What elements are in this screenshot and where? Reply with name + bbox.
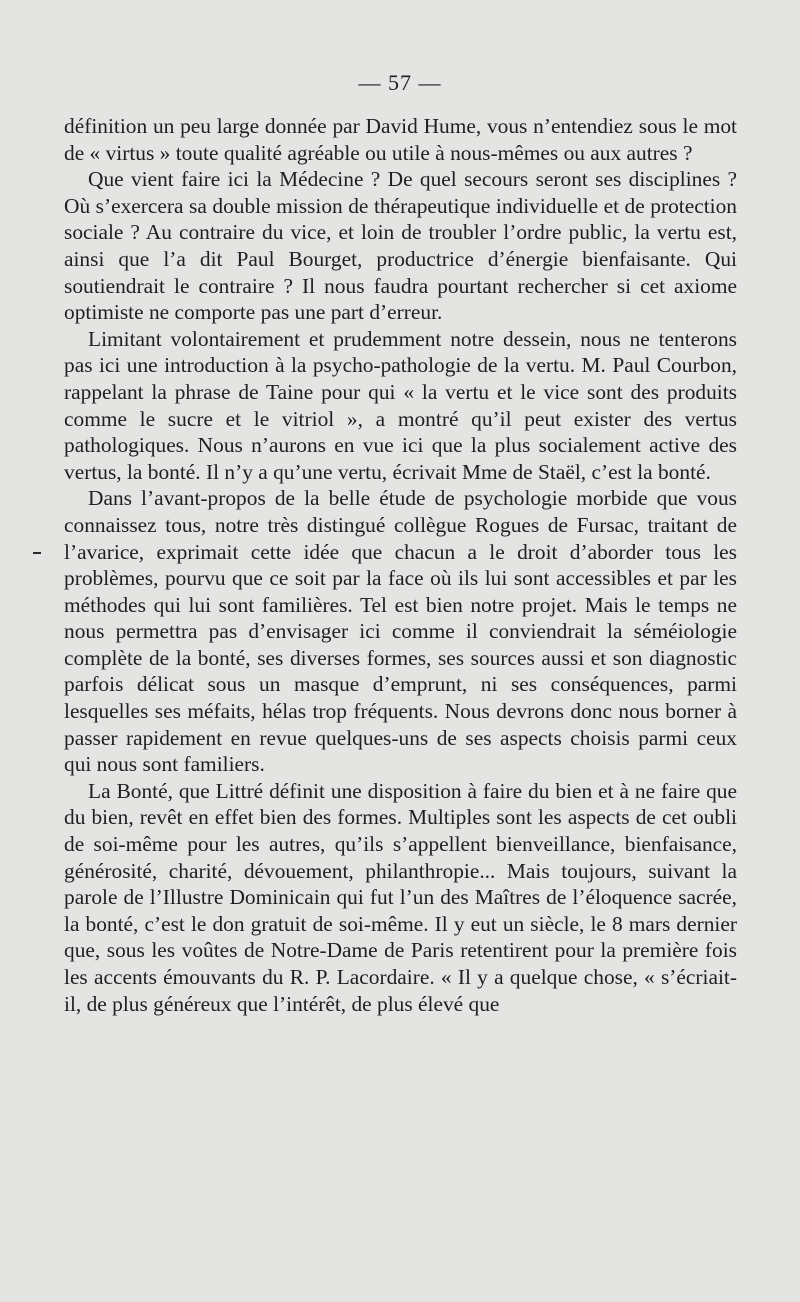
paragraph: Que vient faire ici la Médecine ? De quel secours seront ses disciplines ? Où s’exercera sa double mission de thérapeutique individuelle et de protection sociale ? Au contraire du vice, et loin de troubler l’ordre public, la vertu est, ainsi que l’a dit Paul Bourget, productrice d’énergie bienfaisante. Qui soutiendrait le contraire ? Il nous faudra pourtant rechercher si cet axiome optimiste ne comporte pas une part d’erreur.: [64, 167, 737, 325]
paragraph: La Bonté, que Littré définit une disposition à faire du bien et à ne faire que du bien, revêt en effet bien des formes. Multiples sont les aspects de cet oubli de soi-même pour les autres, qu’ils s’appellent bienveillance, bienfaisance, générosité, charité, dévouement, philanthropie... Mais toujours, suivant la parole de l’Illustre Dominicain qui fut l’un des Maîtres de l’éloquence sacrée, la bonté, c’est le don gratuit de soi-même. Il y eut un siècle, le 8 mars dernier que, sous les voûtes de Notre-Dame de Paris retentirent pour la première fois les accents émouvants du R. P. Lacordaire. « Il y a quelque chose, « s’écriait-il, de plus généreux que l’intérêt, de plus élevé que: [64, 778, 737, 1016]
paragraph: Dans l’avant-propos de la belle étude de psychologie morbide que vous connaissez tous, notre très distingué collègue Rogues de Fursac, traitant de l’avarice, exprimait cette idée que chacun a le droit d’aborder tous les problèmes, pourvu que ce soit par la face où ils lui sont accessibles et par les méthodes qui lui sont familières. Tel est bien notre projet. Mais le temps ne nous permettra pas d’envisager ici comme il conviendrait la séméiologie complète de la bonté, ses diverses formes, ses sources aussi et son diagnostic parfois délicat sous un masque d’emprunt, ni ses conséquences, parmi lesquelles ses méfaits, hélas trop fréquents. Nous devrons donc nous borner à passer rapidement en revue quelques-uns de ses aspects choisis parmi ceux qui nous sont familiers.: [64, 486, 737, 777]
paragraph: Limitant volontairement et prudemment notre dessein, nous ne tenterons pas ici une introduction à la psycho-pathologie de la vertu. M. Paul Courbon, rappelant la phrase de Taine pour qui « la vertu et le vice sont des produits comme le sucre et le vitriol », a montré qu’il peut exister des vertus pathologiques. Nous n’aurons en vue ici que la plus socialement active des vertus, la bonté. Il n’y a qu’une vertu, écrivait Mme de Staël, c’est la bonté.: [64, 326, 737, 484]
page-number: — 57 —: [358, 70, 442, 95]
body-text: [64, 113, 737, 1017]
paragraph: définition un peu large donnée par David Hume, vous n’entendiez sous le mot de « virtus » toute qualité agréable ou utile à nous-mêmes ou aux autres ?: [64, 114, 737, 165]
margin-mark: [33, 552, 41, 554]
